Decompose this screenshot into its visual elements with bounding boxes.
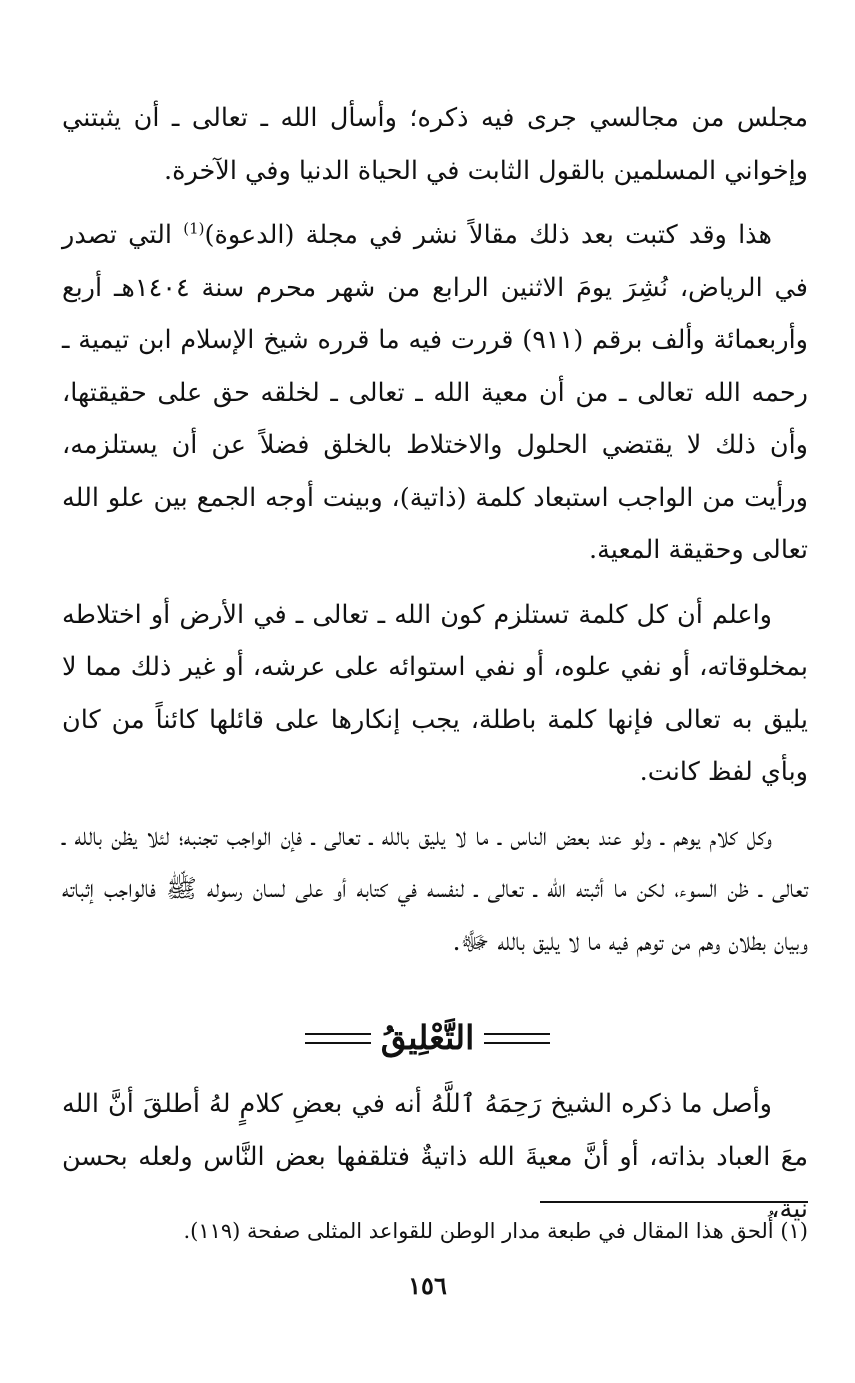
paragraph-4: وكل كلام يوهم ـ ولو عند بعض الناس ـ ما لا يليق بالله ـ تعالى ـ فإن الواجب تجنبه؛ لئلا يظن بالله ـ تعالى ـ ظن السوء، لكن ما أثبته الله ـ تعالى ـ لنفسه في كتابه أو على لسان رسوله ﷺ فالواجب إثباته وبيان بطلان وهم من توهم فيه ما لا يليق بالله ﷻ. [62, 821, 808, 957]
paragraph-3: واعلم أن كل كلمة تستلزم كون الله ـ تعالى ـ في الأرض أو اختلاطه بمخلوقاته، أو نفي علوه، أو نفي استوائه على عرشه، أو غير ذلك مما لا يليق به تعالى فإنها كلمة باطلة، يجب إنكارها على قائلها كائناً من كان وبأي لفظ كانت. [62, 599, 808, 787]
page-number: ١٥٦ [408, 1271, 447, 1300]
footnote-marker[interactable]: (1) [183, 219, 205, 238]
heading-rule-left [305, 1033, 371, 1044]
heading-title: التَّعْلِيقُ [380, 1018, 475, 1057]
commentary-paragraph: وأصل ما ذكره الشيخ رَحِمَهُ ٱللَّهُ أنه في بعضِ كلامٍ لهُ أطلقَ أنَّ الله معَ العباد بذاته، أو أنَّ معيةَ الله ذاتيةٌ فتلقفها بعض النَّاس ولعله بحسن نية، [62, 1089, 808, 1224]
paragraph-2-rest: التي تصدر في الرياض، نُشِرَ يومَ الاثنين الرابع من شهر محرم سنة ١٤٠٤هـ أربع وأربعمائة وألف برقم (٩١١) قررت فيه ما قرره شيخ الإسلام ابن تيمية ـ رحمه الله تعالى ـ من أن معية الله ـ تعالى ـ لخلقه حق على حقيقتها، وأن ذلك لا يقتضي الحلول والاختلاط بالخلق فضلاً عن أن يستلزمه، ورأيت من الواجب استبعاد كلمة (ذاتية)، وبينت أوجه الجمع بين علو الله تعالى وحقيقة المعية. [62, 220, 808, 565]
paragraph-2-magazine: الدعوة) [204, 220, 285, 250]
paragraph-1: مجلس من مجالسي جرى فيه ذكره؛ وأسأل الله ـ تعالى ـ أن يثبتني وإخواني المسلمين بالقول الثابت في الحياة الدنيا وفي الآخرة. [62, 103, 808, 186]
section-heading [0, 1008, 855, 1068]
paragraph-2-start: هذا وقد كتبت بعد ذلك مقالاً نشر في مجلة ( [284, 220, 772, 250]
footnote-divider [540, 1201, 808, 1203]
paragraph-2 [62, 209, 808, 577]
heading-rule-right [484, 1033, 550, 1044]
footnote: (١) أُلحق هذا المقال في طبعة مدار الوطن للقواعد المثلى صفحة (١١٩). [183, 1219, 808, 1243]
main-text [62, 92, 808, 980]
